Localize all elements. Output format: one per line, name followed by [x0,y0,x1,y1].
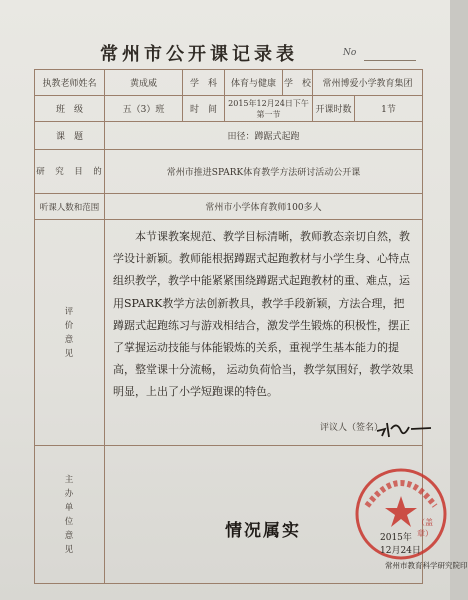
school-value: 常州博爱小学教育集团 [313,70,423,96]
authority-cell [105,446,468,584]
row-teacher [35,70,423,96]
comment-label [35,220,105,446]
record-table [34,69,468,584]
teacher-value: 黄成威 [105,70,183,96]
subject-value: 体育与健康 [225,70,283,96]
form-title: 常州市公开课记录表 [100,44,298,65]
purpose-label: 研 究 目 的 [35,150,105,194]
class-value: 五（3）班 [105,96,183,122]
hours-label: 开课时数 [313,96,355,122]
row-authority [35,446,423,584]
row-topic [35,122,423,150]
comment-label-text: 评 价 意 见 [64,306,84,359]
purpose-value: 常州市推进SPARK体育教学方法研讨活动公开课 [105,150,423,194]
seal-stamp-label: （盖章） [417,518,433,538]
row-purpose [35,150,423,194]
class-label: 班 级 [35,96,105,122]
seal-organization: 常州市教育科学研究院印 [385,561,468,570]
seal-date: 2015年12月24日 [380,533,421,556]
hours-value: 1节 [355,96,423,122]
topic-value: 田径：蹲踞式起跑 [105,122,423,150]
audience-label: 听课人数和范围 [35,194,105,220]
subject-label: 学 科 [183,70,225,96]
authority-note: 情况属实 [225,521,301,541]
topic-label: 课 题 [35,122,105,150]
authority-label [35,446,105,584]
row-comment [35,220,423,446]
teacher-label: 执教老师姓名 [35,70,105,96]
authority-label-text: 主 办 单 位 意 见 [64,474,84,555]
audience-value: 常州市小学体育教师100多人 [105,194,423,220]
row-class [35,96,423,122]
number-label: No [343,48,357,58]
number-field-line [364,60,416,61]
signature-image [373,417,433,439]
time-label: 时 间 [183,96,225,122]
school-label: 学 校 [283,70,313,96]
comment-text: 本节课教案规范、教学目标清晰，教师教态亲切自然，教学设计新颖。教师能根据蹲踞式起跑教材与小学生身、心特点组织教学，教学中能紧紧围绕蹲踞式起跑教材的重、难点，运用SPARK教学方法创新教具，教学手段新颖，方法合理，把蹲踞式起跑练习与游戏相结合，激发学生锻炼的积极性，摆正了掌握运动技能与体能锻炼的关系，重视学生基本能力的提高，整堂课十分流畅， 运动负荷恰当，教学氛围好，教学效果明显，上出了小学短跑课的特色。 [113,230,414,399]
row-audience [35,194,423,220]
time-value: 2015年12月24日下午第一节 [225,96,313,122]
reviewer-label: 评议人（签名） [320,423,384,433]
comment-cell [105,220,423,446]
